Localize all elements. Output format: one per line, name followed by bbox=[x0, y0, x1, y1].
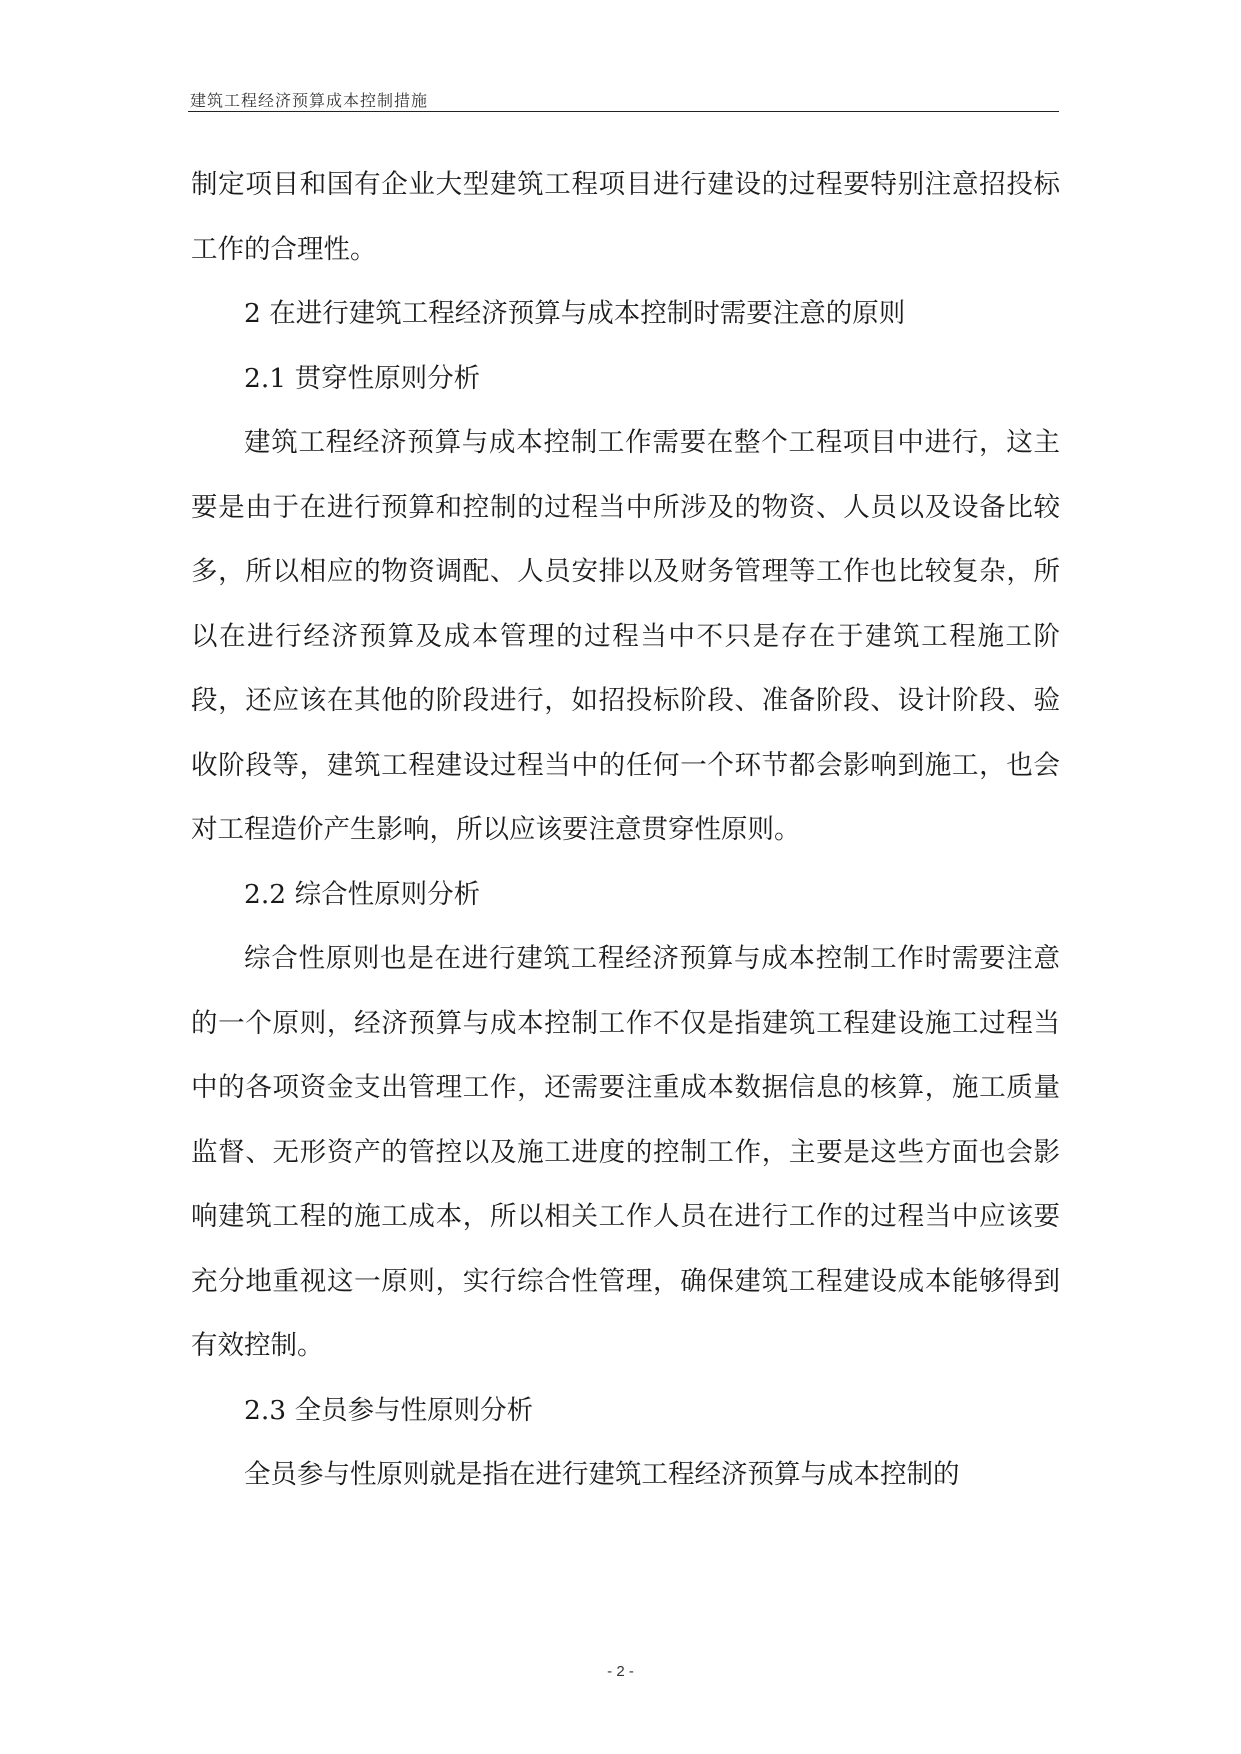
running-header: 建筑工程经济预算成本控制措施 bbox=[190, 91, 429, 110]
header-rule bbox=[188, 111, 1059, 112]
subsection-heading-2-3: 2.3 全员参与性原则分析 bbox=[244, 1394, 534, 1426]
section-heading-2: 2 在进行建筑工程经济预算与成本控制时需要注意的原则 bbox=[244, 298, 906, 329]
paragraph-2-2: 综合性原则也是在进行建筑工程经济预算与成本控制工作时需要注意的一个原则，经济预算与成本控制工作不仅是指建筑工程建设施工过程当中的各项资金支出管理工作，还需要注重成本数据信息的核算，施工质量监督、无形资产的管控以及施工进度的控制工作，主要是这些方面也会影响建筑工程的施工成本，所以相关工作人员在进行工作的过程当中应该要充分地重视这一原则，实行综合性管理，确保建筑工程建设成本能够得到有效控制。 bbox=[191, 943, 1060, 1361]
page-number: - 2 - bbox=[607, 1663, 634, 1680]
subsection-heading-2-2: 2.2 综合性原则分析 bbox=[244, 878, 481, 910]
paragraph-2-3: 全员参与性原则就是指在进行建筑工程经济预算与成本控制的 bbox=[244, 1459, 960, 1490]
paragraph-continued: 制定项目和国有企业大型建筑工程项目进行建设的过程要特别注意招投标工作的合理性。 bbox=[191, 169, 1060, 265]
paragraph-2-1: 建筑工程经济预算与成本控制工作需要在整个工程项目中进行，这主要是由于在进行预算和控制的过程当中所涉及的物资、人员以及设备比较多，所以相应的物资调配、人员安排以及财务管理等工作也比较复杂，所以在进行经济预算及成本管理的过程当中不只是存在于建筑工程施工阶段，还应该在其他的阶段进行，如招投标阶段、准备阶段、设计阶段、验收阶段等，建筑工程建设过程当中的任何一个环节都会影响到施工，也会对工程造价产生影响，所以应该要注意贯穿性原则。 bbox=[191, 427, 1060, 845]
body-text bbox=[191, 153, 1060, 1508]
subsection-heading-2-1: 2.1 贯穿性原则分析 bbox=[244, 362, 481, 394]
